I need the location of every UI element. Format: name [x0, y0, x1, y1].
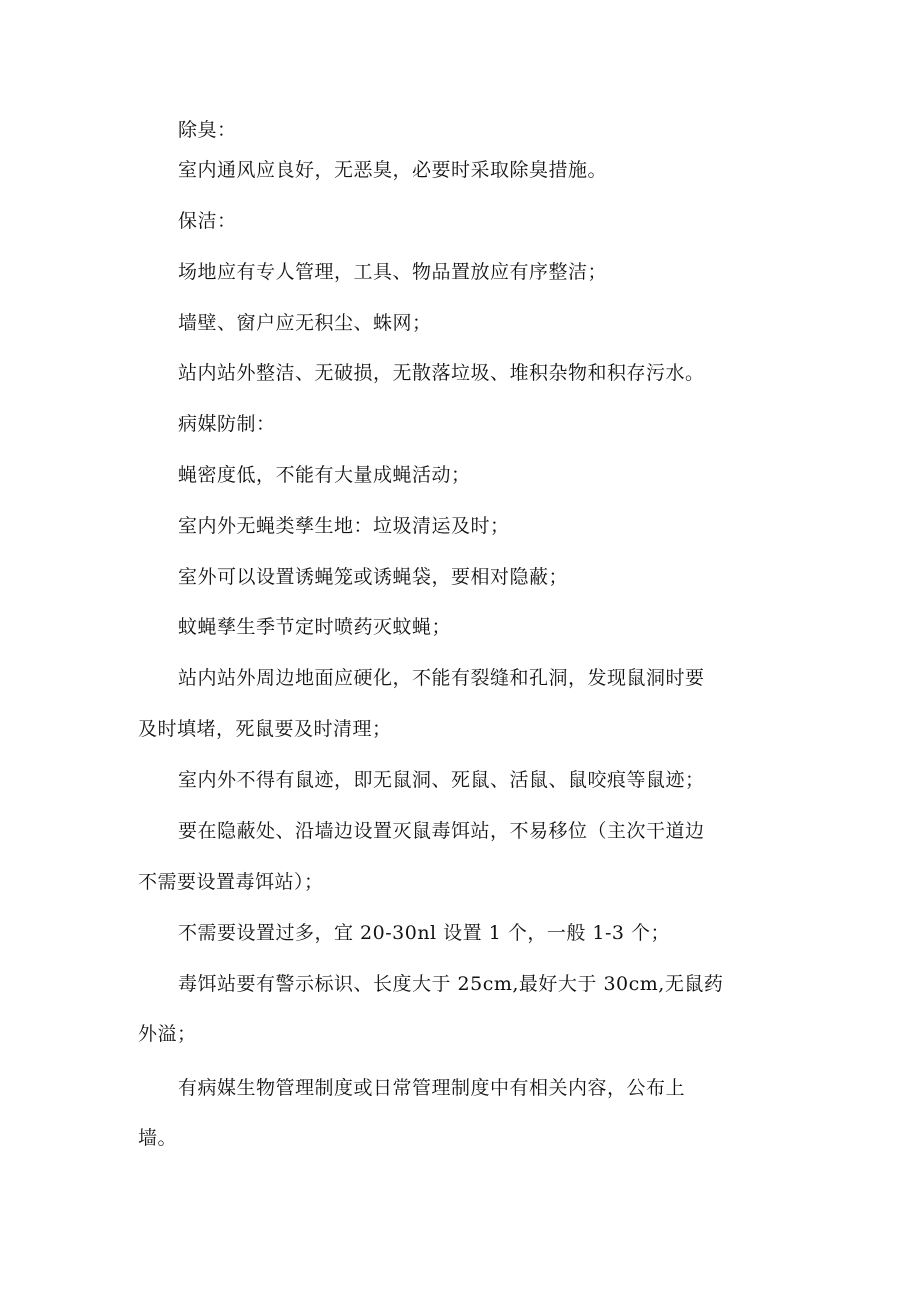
paragraph-management-system-line1: 有病媒生物管理制度或日常管理制度中有相关内容，公布上 — [178, 1077, 686, 1099]
paragraph-bait-station-line2: 不需要设置毒饵站）； — [138, 871, 324, 893]
paragraph-station-tidy: 站内站外整洁、无破损，无散落垃圾、堆积杂物和积存污水。 — [178, 362, 705, 384]
heading-deodorize: 除臭： — [178, 119, 237, 141]
paragraph-spraying: 蚊蝇孳生季节定时喷药灭蚊蝇； — [178, 616, 452, 638]
paragraph-rodent-traces: 室内外不得有鼠迹，即无鼠洞、死鼠、活鼠、鼠咬痕等鼠迹； — [178, 769, 705, 791]
paragraph-fly-traps: 室外可以设置诱蝇笼或诱蝇袋，要相对隐蔽； — [178, 566, 569, 588]
heading-vector-control: 病媒防制： — [178, 413, 276, 435]
paragraph-breeding-sites: 室内外无蝇类孳生地：垃圾清运及时； — [178, 515, 510, 537]
paragraph-management-system-line2: 墙。 — [138, 1127, 178, 1149]
heading-cleaning: 保洁： — [178, 210, 237, 232]
paragraph-bait-station-sign-line1: 毒饵站要有警示标识、长度大于 25cm,最好大于 30cm,无鼠药 — [178, 973, 724, 995]
paragraph-ground-hardening-line1: 站内站外周边地面应硬化，不能有裂缝和孔洞，发现鼠洞时要 — [178, 667, 705, 689]
paragraph-bait-station-sign-line2: 外溢； — [138, 1023, 197, 1045]
paragraph-ground-hardening-line2: 及时填堵，死鼠要及时清理； — [138, 718, 392, 740]
paragraph-ventilation: 室内通风应良好，无恶臭，必要时采取除臭措施。 — [178, 159, 608, 181]
paragraph-bait-station-count: 不需要设置过多，宜 20-30nl 设置 1 个，一般 1-3 个； — [178, 922, 671, 944]
paragraph-fly-density: 蝇密度低，不能有大量成蝇活动； — [178, 464, 471, 486]
paragraph-site-management: 场地应有专人管理，工具、物品置放应有序整洁； — [178, 261, 608, 283]
paragraph-walls-windows: 墙壁、窗户应无积尘、蛛网； — [178, 312, 432, 334]
paragraph-bait-station-line1: 要在隐蔽处、沿墙边设置灭鼠毒饵站，不易移位（主次干道边 — [178, 820, 705, 842]
